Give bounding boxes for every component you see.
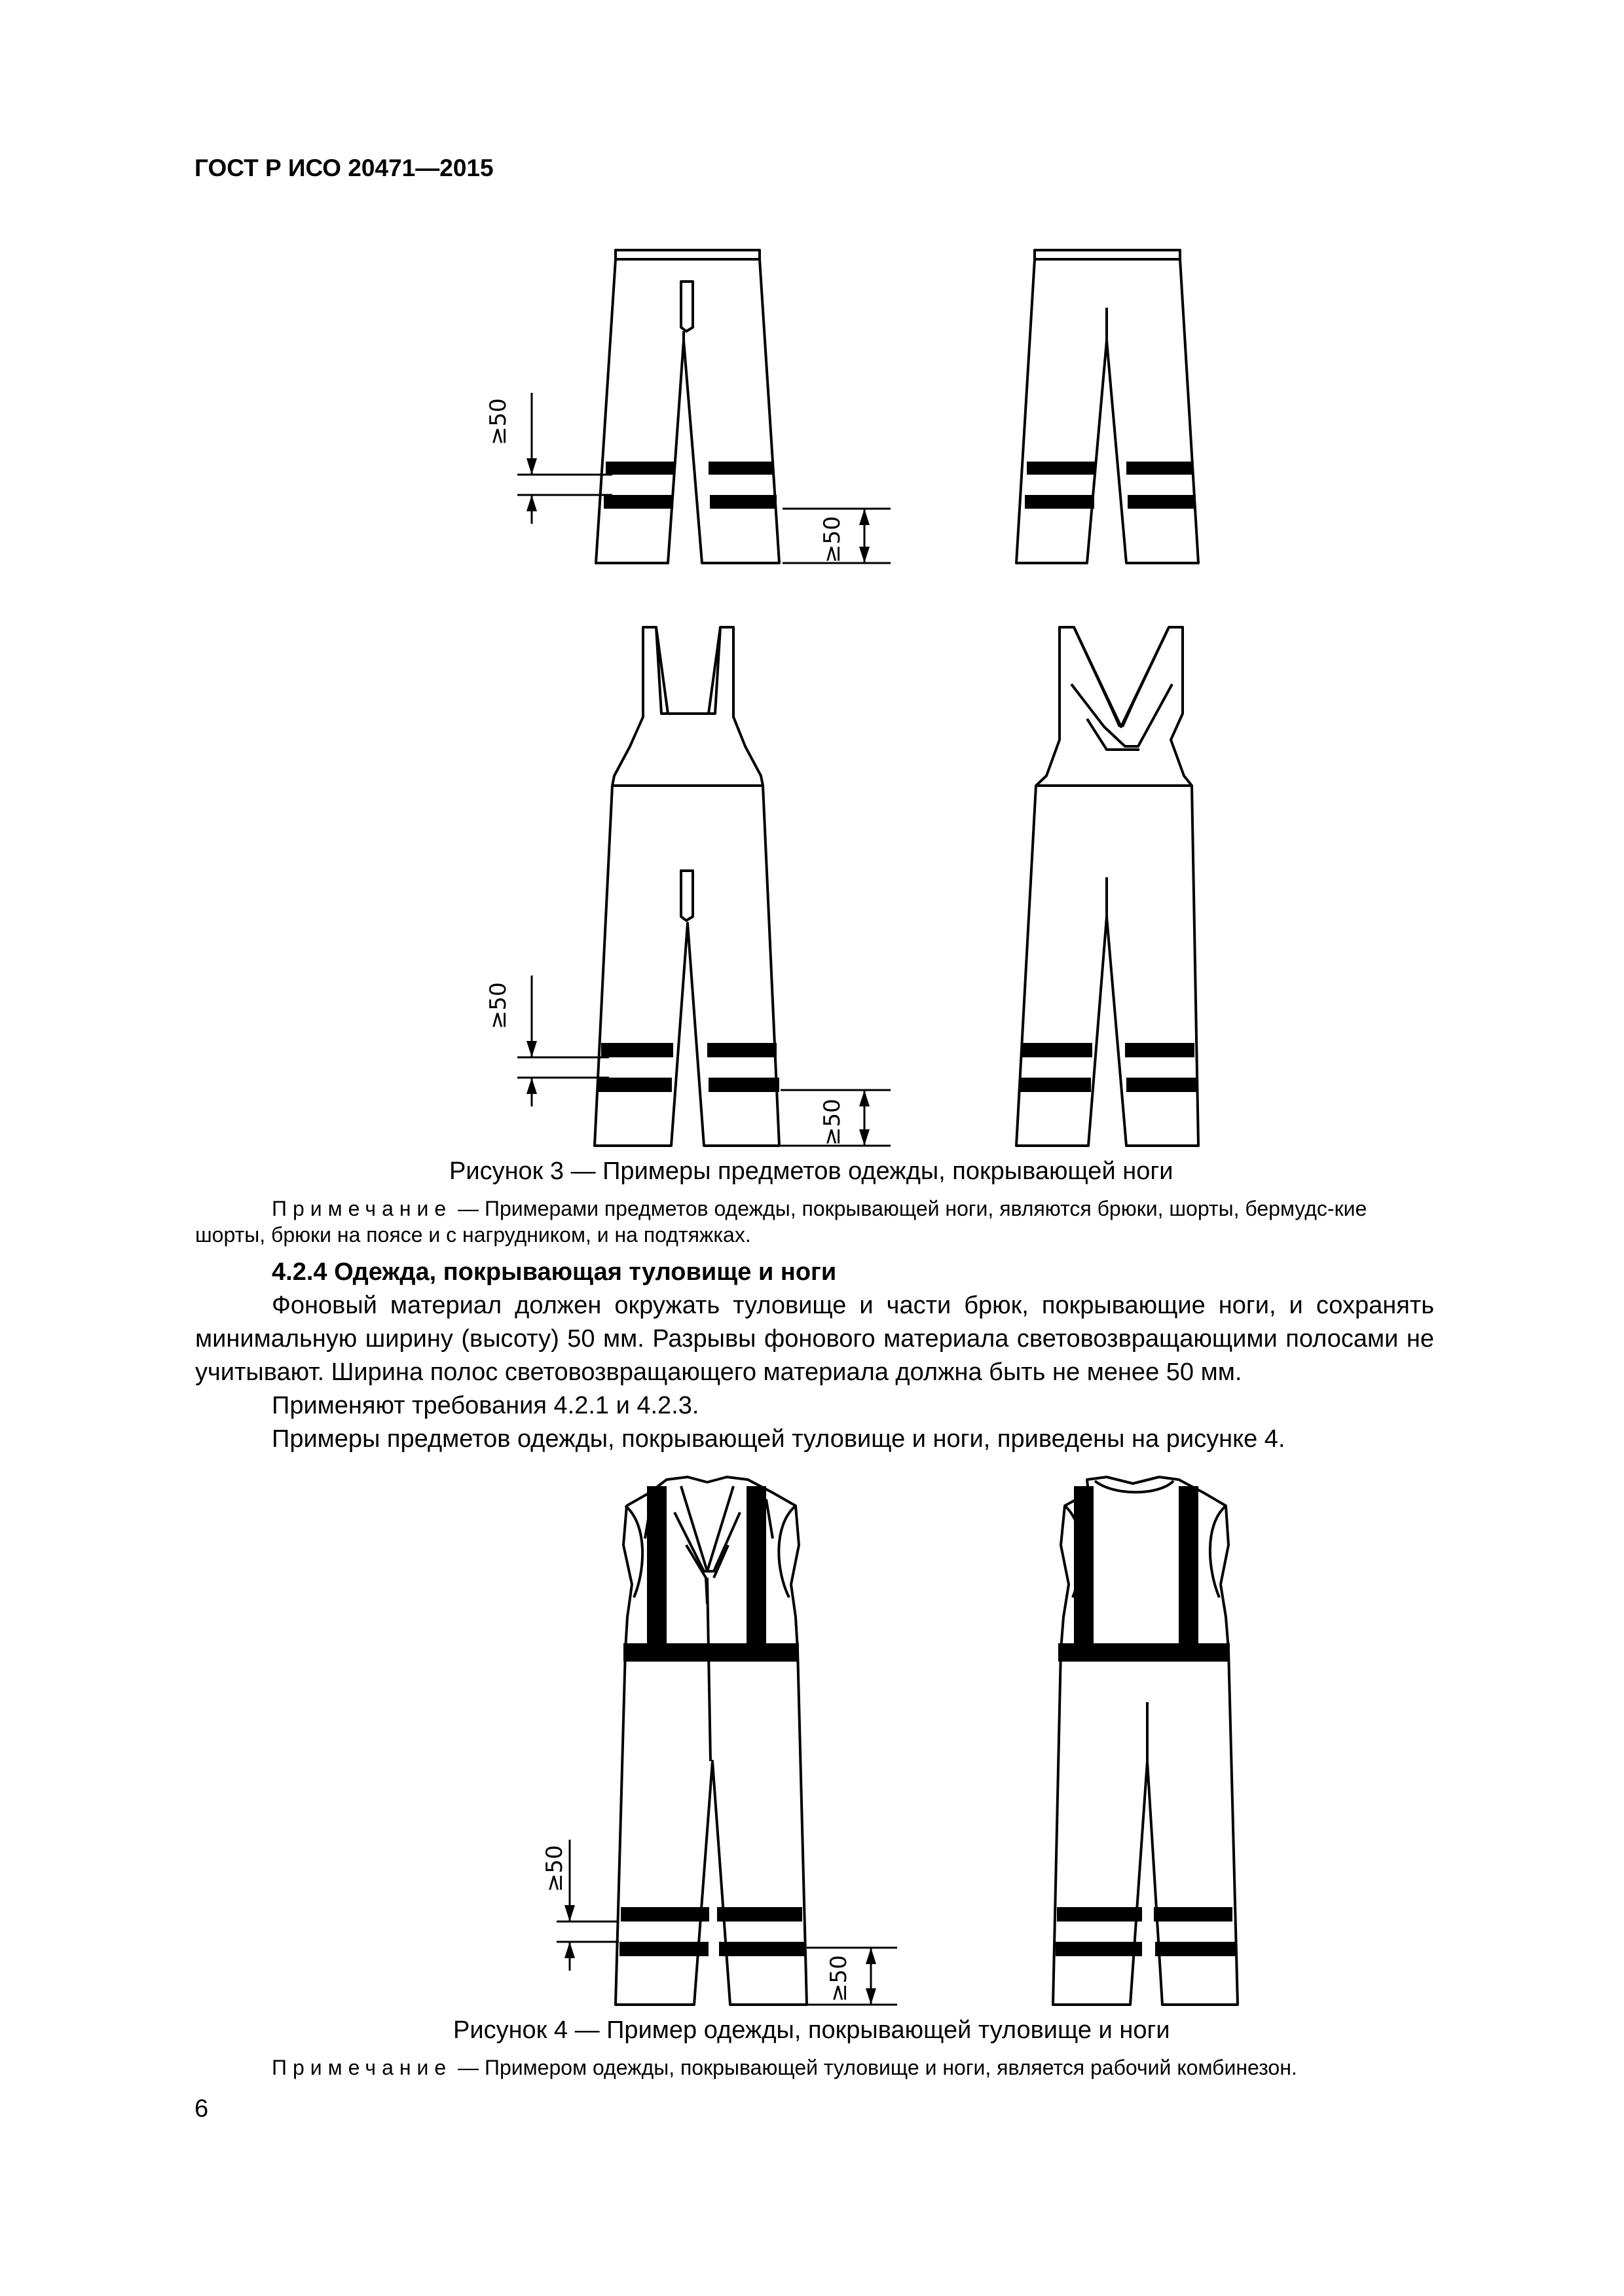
note-text: — Примерами предметов одежды, покрывающей ноги, являются брюки, шорты, бермудс-кие шорты, брюки на поясе и с нагрудником, и на подтяжках. — [195, 1197, 1367, 1247]
fig3-dim-label-3: ≥50 — [485, 982, 511, 1029]
page-number: 6 — [194, 2095, 209, 2123]
fig4-dim-label-1: ≥50 — [542, 1845, 568, 1892]
fig4-dim-label-2: ≥50 — [826, 1955, 852, 2002]
paragraph-1: Фоновый материал должен окружать туловище и части брюк, покрывающие ноги, и сохранять минимальную ширину (высоту) 50 мм. Разрывы фонового материала световозвращающими полосами не учитывают. Ширина полос световозвращающего материала должна быть не менее 50 мм. — [195, 1292, 1434, 1386]
figure-3-note — [195, 1195, 1434, 1248]
trousers-front — [596, 250, 779, 563]
fig3-dim-label-4: ≥50 — [819, 1099, 845, 1146]
bib-overall-front — [595, 627, 779, 1146]
bib-overall-back — [1016, 627, 1198, 1146]
fig3-reflective-stripes — [599, 462, 1197, 1092]
fig3-dim-label-1: ≥50 — [485, 398, 511, 445]
note-text: — Примером одежды, покрывающей туловище и ноги, является рабочий комбинезон. — [452, 2056, 1297, 2079]
note-label: Примечание — [272, 1197, 452, 1220]
paragraph-2: Применяют требования 4.2.1 и 4.2.3. — [272, 1392, 699, 1419]
figure-4-caption: Рисунок 4 — Пример одежды, покрывающей туловище и ноги — [453, 2016, 1170, 2044]
figure-4-drawing — [0, 1467, 1624, 2043]
document-header: ГОСТ Р ИСО 20471—2015 — [194, 155, 494, 181]
paragraph-3: Примеры предметов одежды, покрывающей туловище и ноги, приведены на рисунке 4. — [272, 1425, 1285, 1453]
figure-3-caption: Рисунок 3 — Примеры предметов одежды, покрывающей ноги — [449, 1157, 1173, 1185]
section-heading: 4.2.4 Одежда, покрывающая туловище и ноги — [272, 1258, 837, 1286]
note-label: Примечание — [272, 2056, 452, 2079]
fig3-dim-label-2: ≥50 — [819, 516, 845, 563]
trousers-back — [1016, 250, 1198, 563]
section-4-2-4 — [195, 1256, 1434, 1456]
coverall-front — [616, 1477, 807, 2005]
fig3-arrowheads — [526, 458, 870, 1146]
fig3-dimension-lines — [517, 393, 891, 1146]
figure-4-note — [195, 2054, 1434, 2081]
